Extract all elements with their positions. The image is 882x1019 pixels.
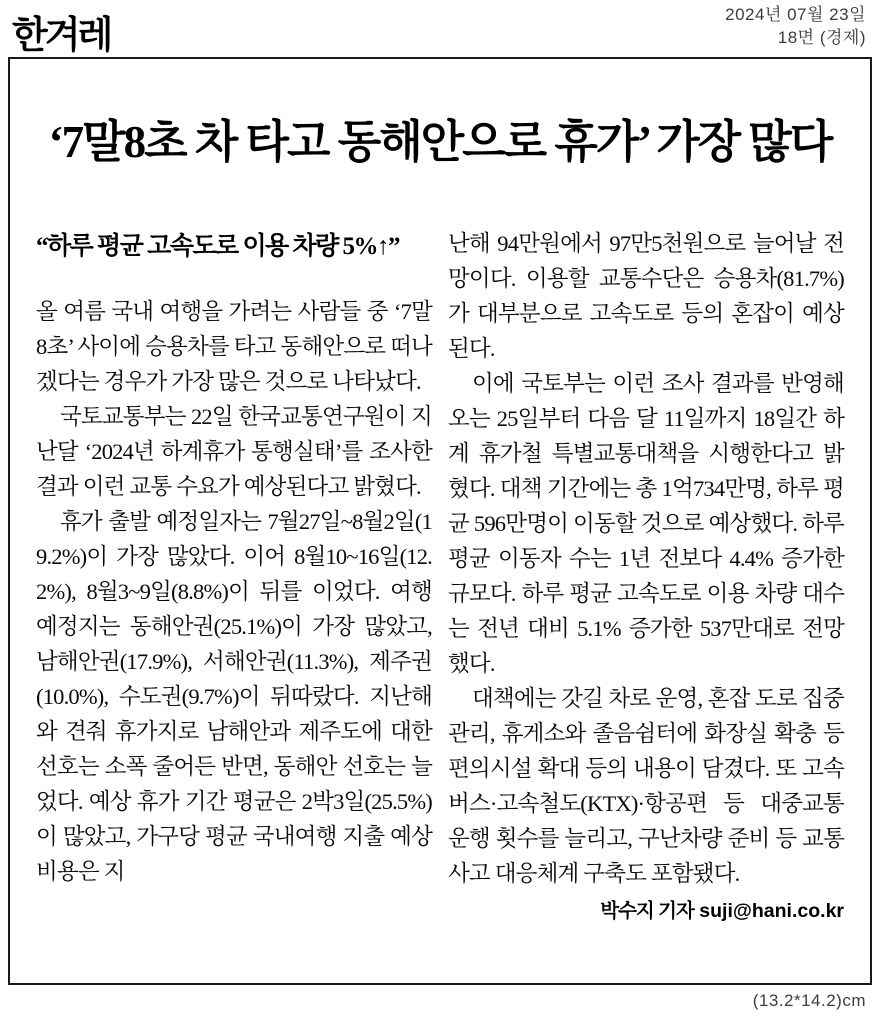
byline-email: suji@hani.co.kr (699, 900, 844, 922)
article-columns (36, 226, 844, 927)
clipping-size-note: (13.2*14.2)cm (752, 991, 866, 1010)
body-paragraph: 국토교통부는 22일 한국교통연구원이 지난달 ‘2024년 하계휴가 통행실태’를 조사한 결과 이런 교통 수요가 예상된다고 밝혔다. (36, 404, 432, 499)
article-column-right (448, 226, 844, 927)
byline (448, 895, 844, 927)
body-paragraph: 올 여름 국내 여행을 가려는 사람들 중 ‘7말 8초’ 사이에 승용차를 타고 동해안으로 떠나겠다는 경우가 가장 많은 것으로 나타났다. (36, 299, 432, 394)
article-box (8, 57, 872, 985)
dateline-page-info: 18면 (경제) (777, 28, 866, 47)
article-headline: ‘7말8초 차 타고 동해안으로 휴가’ 가장 많다 (48, 117, 832, 167)
dateline (725, 3, 866, 49)
body-paragraph: 휴가 출발 예정일자는 7월27일~8월2일(19.2%)이 가장 많았다. 이어 8월10~16일(12.2%), 8월3~9일(8.8%)이 뒤를 이었다. 여행 예정지는 동해안권(25.1%)이 가장 많았고, 남해안권(17.9%), 서해안권(11.3%), 제주권(10.0%), 수도권(9.7%)이 뒤따랐다. 지난해와 견줘 휴가지로 남해안과 제주도에 대한 선호는 소폭 줄어든 반면, 동해안 선호는 늘었다. 예상 휴가 기간 평균은 2박3일(25.5%)이 많았고, 가구당 평균 국내여행 지출 예상비용은 지 (36, 509, 432, 884)
dateline-date: 2024년 07월 23일 (725, 5, 866, 24)
byline-reporter: 박수지 기자 (600, 900, 694, 922)
article-subheadline: “하루 평균 고속도로 이용 차량 5%↑” (36, 233, 400, 260)
body-paragraph: 이에 국토부는 이런 조사 결과를 반영해 오는 25일부터 다음 달 11일까지 18일간 하계 휴가철 특별교통대책을 시행한다고 밝혔다. 대책 기간에는 총 1억734만명, 하루 평균 596만명이 이동할 것으로 예상했다. 하루 평균 이동자 수는 1년 전보다 4.4% 증가한 규모다. 하루 평균 고속도로 이용 차량 대수는 전년 대비 5.1% 증가한 537만대로 전망했다. (448, 371, 844, 676)
masthead (0, 0, 882, 56)
body-paragraph: 대책에는 갓길 차로 운영, 혼잡 도로 집중 관리, 휴게소와 졸음쉼터에 화장실 확충 등 편의시설 확대 등의 내용이 담겼다. 또 고속버스·고속철도(KTX)·항공편 등 대중교통 운행 횟수를 늘리고, 구난차량 준비 등 교통사고 대응체계 구축도 포함됐다. (448, 686, 844, 886)
hankyoreh-logo: 한겨레 (12, 13, 111, 56)
article-column-left (36, 226, 432, 927)
body-paragraph: 난해 94만원에서 97만5천원으로 늘어날 전망이다. 이용할 교통수단은 승용차(81.7%)가 대부분으로 고속도로 등의 혼잡이 예상된다. (448, 231, 844, 361)
